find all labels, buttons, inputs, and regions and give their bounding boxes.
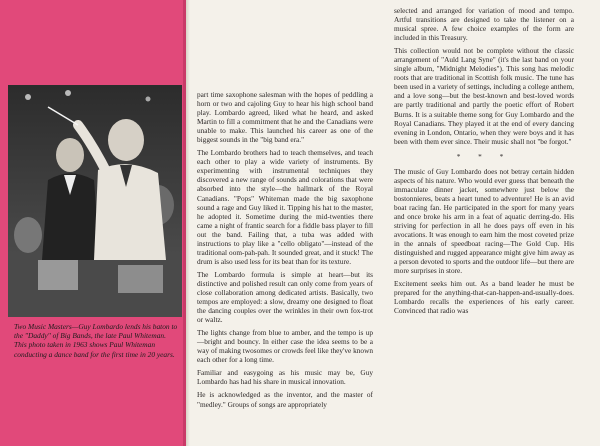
paragraph: The Lombardo brothers had to teach themselves, and teach each other to play a wide variety of instruments. By experimenting with instrumental techniques they discovered a new range of sounds and colorations that were absorbed into the style—the hallmark of the Royal Canadians. "Pops" Whiteman made the big saxophone sound a rage and Guy liked it. Tipping his hat to the master, he adopted it. Sometime during the mid-twenties there came a night of frantic search for a fiddle bass player to fill out the band. Failing that, a tuba was added with instructions to play like a "cello obligato"—instead of the traditional oom-pah-pah. It sounded great, and it stuck! The drum is also used less for its beat than for its texture. <box>197 148 373 266</box>
paragraph: Excitement seeks him out. As a band leader he must be prepared for the anything-that-can-happen-and-usually-does. Lombardo recalls the experiences of his early career. Convinced that radio was <box>394 279 574 316</box>
page-gutter <box>186 0 190 446</box>
photo-caption: Two Music Masters—Guy Lombardo lends his baton to the "Daddy" of Big Bands, the late Paul Whiteman. This photo taken in 1963 shows Paul Whiteman conducting a dance band for the first time in 20 years. <box>14 322 178 359</box>
paragraph: The music of Guy Lombardo does not betray certain hidden aspects of his nature. Who would ever guess that beneath the immaculate dinner jacket, somewhere just below the bostonnieres, beats a heart tuned to adventure! He is an avid boat racing fan. He participated in the sport for many years and once broke his arm in a feat of aquatic derring-do. His striving for perfection in all he does pays off even in his avocations. It was enough to earn him the most coveted prize in the annals of speedboat racing—The Gold Cup. His distinguished and rugged appearance might give him away as a person devoted to sports and the outdoor life—but there are more surprises in store. <box>394 166 574 276</box>
paragraph: He is acknowledged as the inventor, and the master of "medley." Groups of songs are appropriately <box>197 390 373 409</box>
paragraph: The lights change from blue to amber, and the tempo is up—bright and bouncy. In either case the idea seems to be a way of making twosomes or crowds feel like they've known each other for a long time. <box>197 328 373 365</box>
section-separator: * * * <box>456 151 512 161</box>
paragraph: Familiar and easygoing as his music may be, Guy Lombardo has had his share in musical innovation. <box>197 368 373 387</box>
paragraph: part time saxophone salesman with the hopes of peddling a horn or two and cajoling Guy to hear his high school band play. Lombardo agreed, liked what he heard, and asked Martin to fill a commitment that he and the Canadians were unable to make. This launched his career as one of the biggest sounds in the "big band era." <box>197 90 373 145</box>
paragraph: The Lombardo formula is simple at heart—but its distinctive and polished result can only come from years of close collaboration among dedicated artists. Basically, two tempos are employed: a slow, dreamy one designed to float the dancing couples over the wrinkles in their own fox-trot or waltz. <box>197 269 373 325</box>
text-column-left <box>197 90 373 413</box>
paragraph: selected and arranged for variation of mood and tempo. Artful transitions are designed to take the listener on a musical spree. A few choice examples of the form are included in this Treasury. <box>394 6 574 43</box>
text-column-right <box>394 6 574 320</box>
black-white-photo-illustration <box>8 85 182 317</box>
paragraph: This collection would not be complete without the classic arrangement of "Auld Lang Syne" (it's the last band on your single album, "Midnight Melodies"). This song has melodic roots that are traditional in Scottish folk music. The tune has been used in a variety of settings, including a college anthem, and a love song—but the best-known and best-loved words are partly traditional and partly the poetic effort of Robert Burns. It is a suitable theme song for Guy Lombardo and the Royal Canadians. They played it at the end of every dancing evening in London, Ontario, when they were boys and it has been with them ever since. Their music shall not "be forgot." <box>394 46 574 146</box>
photo-two-music-masters <box>8 85 182 317</box>
